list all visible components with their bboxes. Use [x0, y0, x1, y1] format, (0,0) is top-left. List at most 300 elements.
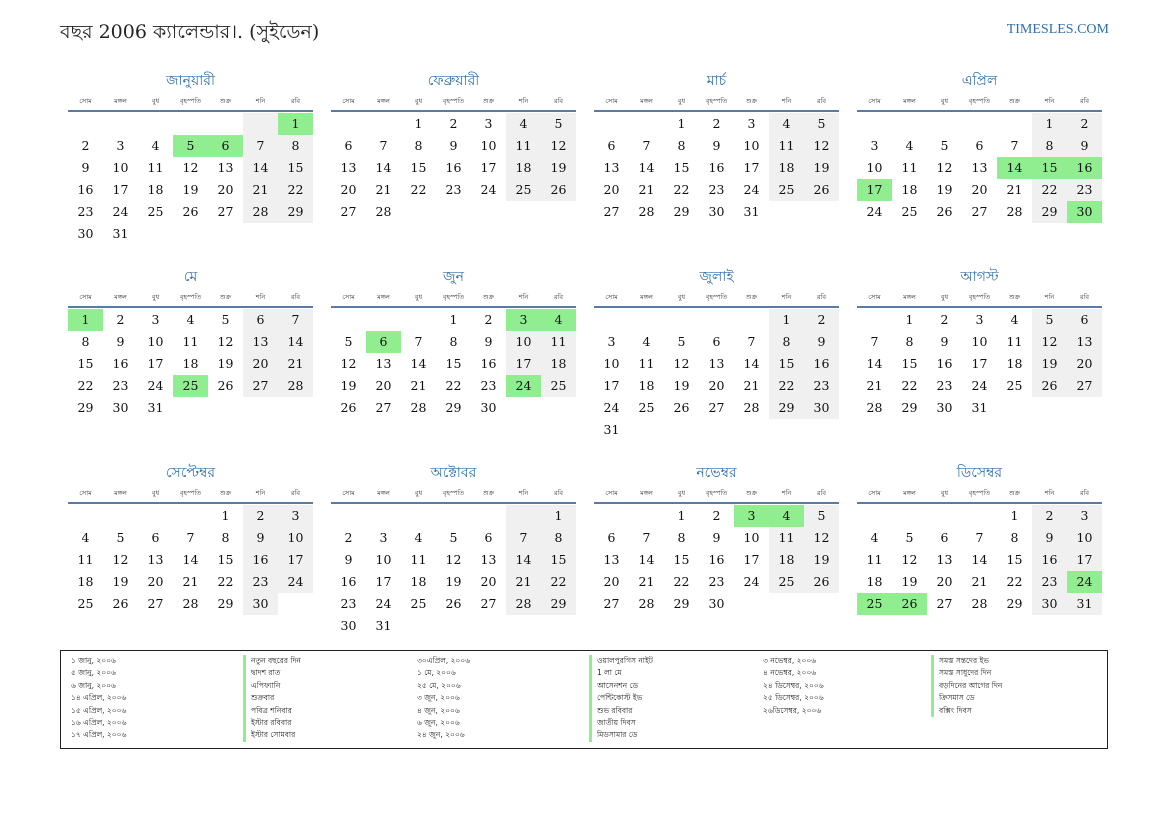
day-cell: 2	[344, 530, 353, 545]
day-cell: 1	[677, 116, 686, 131]
day-cell: 22	[410, 182, 427, 197]
day-cell: 25	[77, 596, 94, 611]
day-cell: 24	[147, 378, 164, 393]
day-cell: 11	[638, 356, 655, 371]
weekday-label: বৃহস্পতি	[179, 293, 202, 301]
day-cell: 30	[112, 400, 129, 415]
weekday-header	[594, 288, 839, 308]
day-cell: 9	[81, 160, 90, 175]
weekday-label: সোম	[868, 489, 881, 497]
weekday-label: শনি	[255, 97, 266, 105]
day-cell: 5	[541, 113, 576, 135]
weekday-label: রবি	[553, 97, 564, 105]
day-cell: 28	[375, 204, 392, 219]
day-cell: 28	[866, 400, 883, 415]
legend-entry: ২৫ মে, ২০০৬	[417, 680, 461, 690]
day-cell: 17	[743, 552, 760, 567]
day-cell: 26	[112, 596, 129, 611]
day-cell: 18	[769, 549, 804, 571]
days-grid	[594, 505, 839, 615]
day-cell: 24	[506, 375, 541, 397]
legend-entry: ১ জানু, ২০০৬	[71, 656, 116, 665]
weekday-label: শুক্র	[745, 97, 758, 105]
day-cell: 28	[278, 375, 313, 397]
weekday-label: বুধ	[151, 293, 160, 301]
day-cell: 13	[1067, 331, 1102, 353]
day-cell: 18	[147, 182, 164, 197]
empty-day-cell	[173, 505, 208, 527]
weekday-label: রবি	[290, 97, 301, 105]
legend-entry: ২৬ডিসেম্বর, ২০০৬	[763, 705, 822, 715]
days-grid	[857, 113, 1102, 223]
day-cell: 24	[375, 596, 392, 611]
month-calendar	[331, 70, 576, 258]
day-cell: 23	[112, 378, 129, 393]
day-cell: 4	[642, 334, 651, 349]
empty-day-cell	[734, 309, 769, 331]
weekday-label: শুক্র	[1008, 97, 1021, 105]
day-cell: 10	[506, 331, 541, 353]
day-cell: 3	[607, 334, 616, 349]
month-calendar	[594, 462, 839, 650]
day-cell: 3	[734, 505, 769, 527]
day-cell: 14	[278, 331, 313, 353]
weekday-label: রবি	[816, 293, 827, 301]
day-cell: 2	[116, 312, 125, 327]
day-cell: 10	[971, 334, 988, 349]
day-cell: 6	[975, 138, 984, 153]
day-cell: 12	[112, 552, 129, 567]
day-cell: 9	[116, 334, 125, 349]
day-cell: 29	[901, 400, 918, 415]
day-cell: 17	[743, 160, 760, 175]
brand-link[interactable]: TIMESLES.COM	[1006, 22, 1109, 37]
weekday-header	[331, 92, 576, 112]
day-cell: 6	[607, 530, 616, 545]
weekday-label: রবি	[816, 489, 827, 497]
days-grid	[331, 309, 576, 419]
legend-entry: পবিত্র শনিবার	[243, 705, 417, 717]
day-cell: 14	[243, 157, 278, 179]
weekday-label: বুধ	[414, 489, 423, 497]
day-cell: 11	[147, 160, 164, 175]
day-cell: 22	[445, 378, 462, 393]
day-cell: 7	[278, 309, 313, 331]
day-cell: 30	[480, 400, 497, 415]
day-cell: 31	[1067, 593, 1102, 615]
days-grid	[857, 505, 1102, 615]
weekday-label: রবি	[553, 293, 564, 301]
day-cell: 27	[603, 596, 620, 611]
day-cell: 28	[410, 400, 427, 415]
day-cell: 21	[1006, 182, 1023, 197]
day-cell: 17	[112, 182, 129, 197]
day-cell: 26	[936, 204, 953, 219]
day-cell: 27	[147, 596, 164, 611]
day-cell: 13	[217, 160, 234, 175]
day-cell: 8	[221, 530, 230, 545]
day-cell: 23	[708, 182, 725, 197]
day-cell: 16	[1067, 157, 1102, 179]
day-cell: 3	[151, 312, 160, 327]
month-name: মে	[183, 269, 198, 285]
weekday-label: শনি	[1044, 489, 1055, 497]
weekday-header	[857, 288, 1102, 308]
day-cell: 16	[243, 549, 278, 571]
day-cell: 5	[221, 312, 230, 327]
day-cell: 21	[506, 571, 541, 593]
legend-entry: ১৭ এপ্রিল, ২০০৬	[71, 730, 127, 740]
day-cell: 28	[182, 596, 199, 611]
day-cell: 23	[480, 378, 497, 393]
day-cell: 6	[366, 331, 401, 353]
legend-entry: শুক্রবার	[243, 692, 417, 704]
day-cell: 12	[340, 356, 357, 371]
legend-entry: জাতীয় দিবস	[589, 717, 763, 729]
day-cell: 23	[77, 204, 94, 219]
day-cell: 19	[112, 574, 129, 589]
day-cell: 21	[182, 574, 199, 589]
day-cell: 29	[278, 201, 313, 223]
legend-entry: এপিফ্যানি	[243, 680, 417, 692]
day-cell: 25	[541, 375, 576, 397]
legend-entry: ৬ জানু, ২০০৬	[71, 680, 116, 690]
day-cell: 5	[344, 334, 353, 349]
days-grid	[68, 309, 313, 419]
day-cell: 20	[708, 378, 725, 393]
day-cell: 27	[340, 204, 357, 219]
day-cell: 18	[410, 574, 427, 589]
weekday-label: রবি	[290, 293, 301, 301]
day-cell: 29	[673, 204, 690, 219]
day-cell: 10	[480, 138, 497, 153]
day-cell: 15	[673, 160, 690, 175]
day-cell: 9	[712, 530, 721, 545]
legend-entry: বড়দিনের আগের দিন	[931, 680, 1103, 692]
day-cell: 10	[278, 527, 313, 549]
day-cell: 7	[243, 135, 278, 157]
days-grid	[68, 505, 313, 615]
day-cell: 20	[603, 182, 620, 197]
day-cell: 6	[484, 530, 493, 545]
day-cell: 22	[77, 378, 94, 393]
legend-entry: ৪ জুন, ২০০৬	[417, 705, 460, 715]
empty-day-cell	[103, 505, 138, 527]
empty-day-cell	[173, 113, 208, 135]
day-cell: 16	[480, 356, 497, 371]
weekday-label: মঙ্গল	[640, 97, 653, 105]
day-cell: 27	[243, 375, 278, 397]
empty-day-cell	[857, 113, 892, 135]
day-cell: 30	[1032, 593, 1067, 615]
day-cell: 7	[506, 527, 541, 549]
day-cell: 29	[77, 400, 94, 415]
day-cell: 29	[445, 400, 462, 415]
day-cell: 3	[379, 530, 388, 545]
day-cell: 28	[506, 593, 541, 615]
day-cell: 18	[182, 356, 199, 371]
day-cell: 1	[221, 508, 230, 523]
empty-day-cell	[699, 309, 734, 331]
weekday-header	[594, 92, 839, 112]
day-cell: 17	[971, 356, 988, 371]
weekday-label: বুধ	[677, 97, 686, 105]
empty-day-cell	[594, 309, 629, 331]
empty-day-cell	[436, 505, 471, 527]
days-grid	[857, 309, 1102, 419]
day-cell: 9	[1032, 527, 1067, 549]
weekday-label: বৃহস্পতি	[705, 97, 728, 105]
day-cell: 14	[638, 552, 655, 567]
day-cell: 7	[642, 138, 651, 153]
legend-entry: ৩০এপ্রিল, ২০০৬	[417, 656, 471, 665]
day-cell: 27	[971, 204, 988, 219]
day-cell: 9	[484, 334, 493, 349]
weekday-label: শুক্র	[482, 489, 495, 497]
day-cell: 2	[712, 508, 721, 523]
day-cell: 25	[147, 204, 164, 219]
page-title: বছর 2006 ক্যালেন্ডার।. (সুইডেন)	[60, 21, 320, 43]
weekday-label: রবি	[290, 489, 301, 497]
day-cell: 9	[1067, 135, 1102, 157]
month-name: এপ্রিল	[961, 73, 998, 89]
day-cell: 2	[449, 116, 458, 131]
weekday-label: শুক্র	[482, 293, 495, 301]
day-cell: 4	[151, 138, 160, 153]
weekday-label: মঙ্গল	[903, 293, 916, 301]
day-cell: 7	[186, 530, 195, 545]
month-calendar	[331, 462, 576, 650]
weekday-label: শুক্র	[745, 293, 758, 301]
legend-entry: মিডসামার ডে	[589, 729, 763, 741]
day-cell: 13	[243, 331, 278, 353]
day-cell: 15	[673, 552, 690, 567]
day-cell: 29	[541, 593, 576, 615]
day-cell: 14	[638, 160, 655, 175]
day-cell: 19	[340, 378, 357, 393]
weekday-label: মঙ্গল	[903, 97, 916, 105]
day-cell: 30	[243, 593, 278, 615]
weekday-label: শনি	[1044, 97, 1055, 105]
day-cell: 10	[743, 138, 760, 153]
day-cell: 8	[905, 334, 914, 349]
day-cell: 5	[449, 530, 458, 545]
legend-entry: ইস্টার রবিবার	[243, 717, 417, 729]
day-cell: 15	[901, 356, 918, 371]
month-calendar	[857, 70, 1102, 258]
month-name: ডিসেম্বর	[956, 465, 1003, 481]
day-cell: 24	[480, 182, 497, 197]
day-cell: 3	[116, 138, 125, 153]
day-cell: 24	[971, 378, 988, 393]
months-grid	[68, 70, 1102, 650]
day-cell: 11	[866, 552, 883, 567]
day-cell: 31	[112, 226, 129, 241]
day-cell: 7	[1010, 138, 1019, 153]
legend-entry: আসেনশন ডে	[589, 680, 763, 692]
legend-entry: ২৪ জুন, ২০০৬	[417, 730, 465, 740]
day-cell: 7	[642, 530, 651, 545]
legend-entry: ৩ জুন, ২০০৬	[417, 693, 460, 703]
day-cell: 22	[673, 574, 690, 589]
empty-day-cell	[629, 113, 664, 135]
day-cell: 24	[743, 182, 760, 197]
weekday-label: শুক্র	[1008, 489, 1021, 497]
day-cell: 22	[673, 182, 690, 197]
day-cell: 18	[769, 157, 804, 179]
day-cell: 27	[708, 400, 725, 415]
day-cell: 4	[1010, 312, 1019, 327]
day-cell: 15	[217, 552, 234, 567]
empty-day-cell	[506, 505, 541, 527]
weekday-label: বৃহস্পতি	[705, 489, 728, 497]
holiday-legend	[60, 650, 1108, 749]
day-cell: 2	[81, 138, 90, 153]
weekday-label: মঙ্গল	[377, 97, 390, 105]
day-cell: 7	[975, 530, 984, 545]
legend-entry: সমস্ত সাধুদের দিন	[931, 667, 1103, 679]
day-cell: 14	[506, 549, 541, 571]
weekday-label: শুক্র	[1008, 293, 1021, 301]
day-cell: 12	[445, 552, 462, 567]
weekday-label: রবি	[1079, 293, 1090, 301]
day-cell: 6	[243, 309, 278, 331]
day-cell: 23	[1067, 179, 1102, 201]
day-cell: 8	[81, 334, 90, 349]
weekday-label: রবি	[1079, 489, 1090, 497]
day-cell: 5	[173, 135, 208, 157]
weekday-label: শনি	[781, 97, 792, 105]
day-cell: 30	[340, 618, 357, 633]
day-cell: 11	[541, 331, 576, 353]
empty-day-cell	[629, 309, 664, 331]
day-cell: 27	[480, 596, 497, 611]
day-cell: 18	[638, 378, 655, 393]
empty-day-cell	[331, 505, 366, 527]
day-cell: 6	[940, 530, 949, 545]
day-cell: 30	[1067, 201, 1102, 223]
weekday-label: শুক্র	[219, 97, 232, 105]
day-cell: 30	[804, 397, 839, 419]
day-cell: 23	[445, 182, 462, 197]
legend-entry: ১৬ এপ্রিল, ২০০৬	[71, 718, 127, 728]
weekday-header	[594, 484, 839, 504]
day-cell: 11	[77, 552, 94, 567]
weekday-label: মঙ্গল	[114, 97, 127, 105]
day-cell: 25	[173, 375, 208, 397]
day-cell: 23	[243, 571, 278, 593]
day-cell: 3	[506, 309, 541, 331]
day-cell: 10	[743, 530, 760, 545]
empty-day-cell	[401, 505, 436, 527]
legend-entry: শুভ রবিবার	[589, 705, 763, 717]
day-cell: 10	[1067, 527, 1102, 549]
day-cell: 24	[1067, 571, 1102, 593]
day-cell: 18	[541, 353, 576, 375]
day-cell: 8	[278, 135, 313, 157]
day-cell: 10	[375, 552, 392, 567]
weekday-label: বৃহস্পতি	[442, 293, 465, 301]
day-cell: 2	[243, 505, 278, 527]
day-cell: 14	[997, 157, 1032, 179]
day-cell: 30	[936, 400, 953, 415]
day-cell: 13	[603, 160, 620, 175]
legend-entry: ১ মে, ২০০৬	[417, 668, 456, 678]
day-cell: 15	[445, 356, 462, 371]
weekday-label: সোম	[605, 293, 618, 301]
day-cell: 6	[712, 334, 721, 349]
day-cell: 17	[1067, 549, 1102, 571]
day-cell: 20	[375, 378, 392, 393]
legend-entry: সমস্ত সন্তদের ইভ	[931, 655, 1103, 667]
day-cell: 8	[1010, 530, 1019, 545]
empty-day-cell	[594, 113, 629, 135]
day-cell: 6	[1067, 309, 1102, 331]
day-cell: 20	[147, 574, 164, 589]
empty-day-cell	[331, 309, 366, 331]
weekday-label: শুক্র	[219, 293, 232, 301]
day-cell: 27	[217, 204, 234, 219]
day-cell: 23	[340, 596, 357, 611]
empty-day-cell	[366, 309, 401, 331]
day-cell: 16	[445, 160, 462, 175]
day-cell: 27	[936, 596, 953, 611]
weekday-label: রবি	[1079, 97, 1090, 105]
day-cell: 19	[936, 182, 953, 197]
weekday-header	[68, 484, 313, 504]
empty-day-cell	[471, 505, 506, 527]
day-cell: 23	[1032, 571, 1067, 593]
day-cell: 18	[506, 157, 541, 179]
weekday-label: বুধ	[940, 489, 949, 497]
days-grid	[594, 113, 839, 223]
day-cell: 18	[1006, 356, 1023, 371]
empty-day-cell	[594, 505, 629, 527]
day-cell: 1	[541, 505, 576, 527]
day-cell: 15	[769, 353, 804, 375]
weekday-label: সোম	[605, 489, 618, 497]
day-cell: 22	[901, 378, 918, 393]
day-cell: 31	[603, 422, 620, 437]
weekday-label: বৃহস্পতি	[968, 489, 991, 497]
day-cell: 25	[638, 400, 655, 415]
legend-entry: 1 লা মে	[589, 667, 763, 679]
day-cell: 13	[603, 552, 620, 567]
weekday-header	[857, 92, 1102, 112]
legend-entry: নতুন বছরের দিন	[243, 655, 417, 667]
days-grid	[594, 309, 839, 441]
day-cell: 28	[638, 596, 655, 611]
weekday-label: বৃহস্পতি	[179, 489, 202, 497]
day-cell: 12	[182, 160, 199, 175]
day-cell: 20	[217, 182, 234, 197]
day-cell: 12	[936, 160, 953, 175]
empty-day-cell	[401, 309, 436, 331]
weekday-label: শনি	[518, 293, 529, 301]
day-cell: 6	[344, 138, 353, 153]
day-cell: 8	[541, 527, 576, 549]
month-calendar	[68, 462, 313, 650]
day-cell: 13	[936, 552, 953, 567]
weekday-label: মঙ্গল	[640, 489, 653, 497]
day-cell: 15	[1032, 157, 1067, 179]
day-cell: 3	[1067, 505, 1102, 527]
day-cell: 21	[375, 182, 392, 197]
day-cell: 4	[769, 505, 804, 527]
empty-day-cell	[366, 505, 401, 527]
day-cell: 6	[607, 138, 616, 153]
day-cell: 24	[603, 400, 620, 415]
